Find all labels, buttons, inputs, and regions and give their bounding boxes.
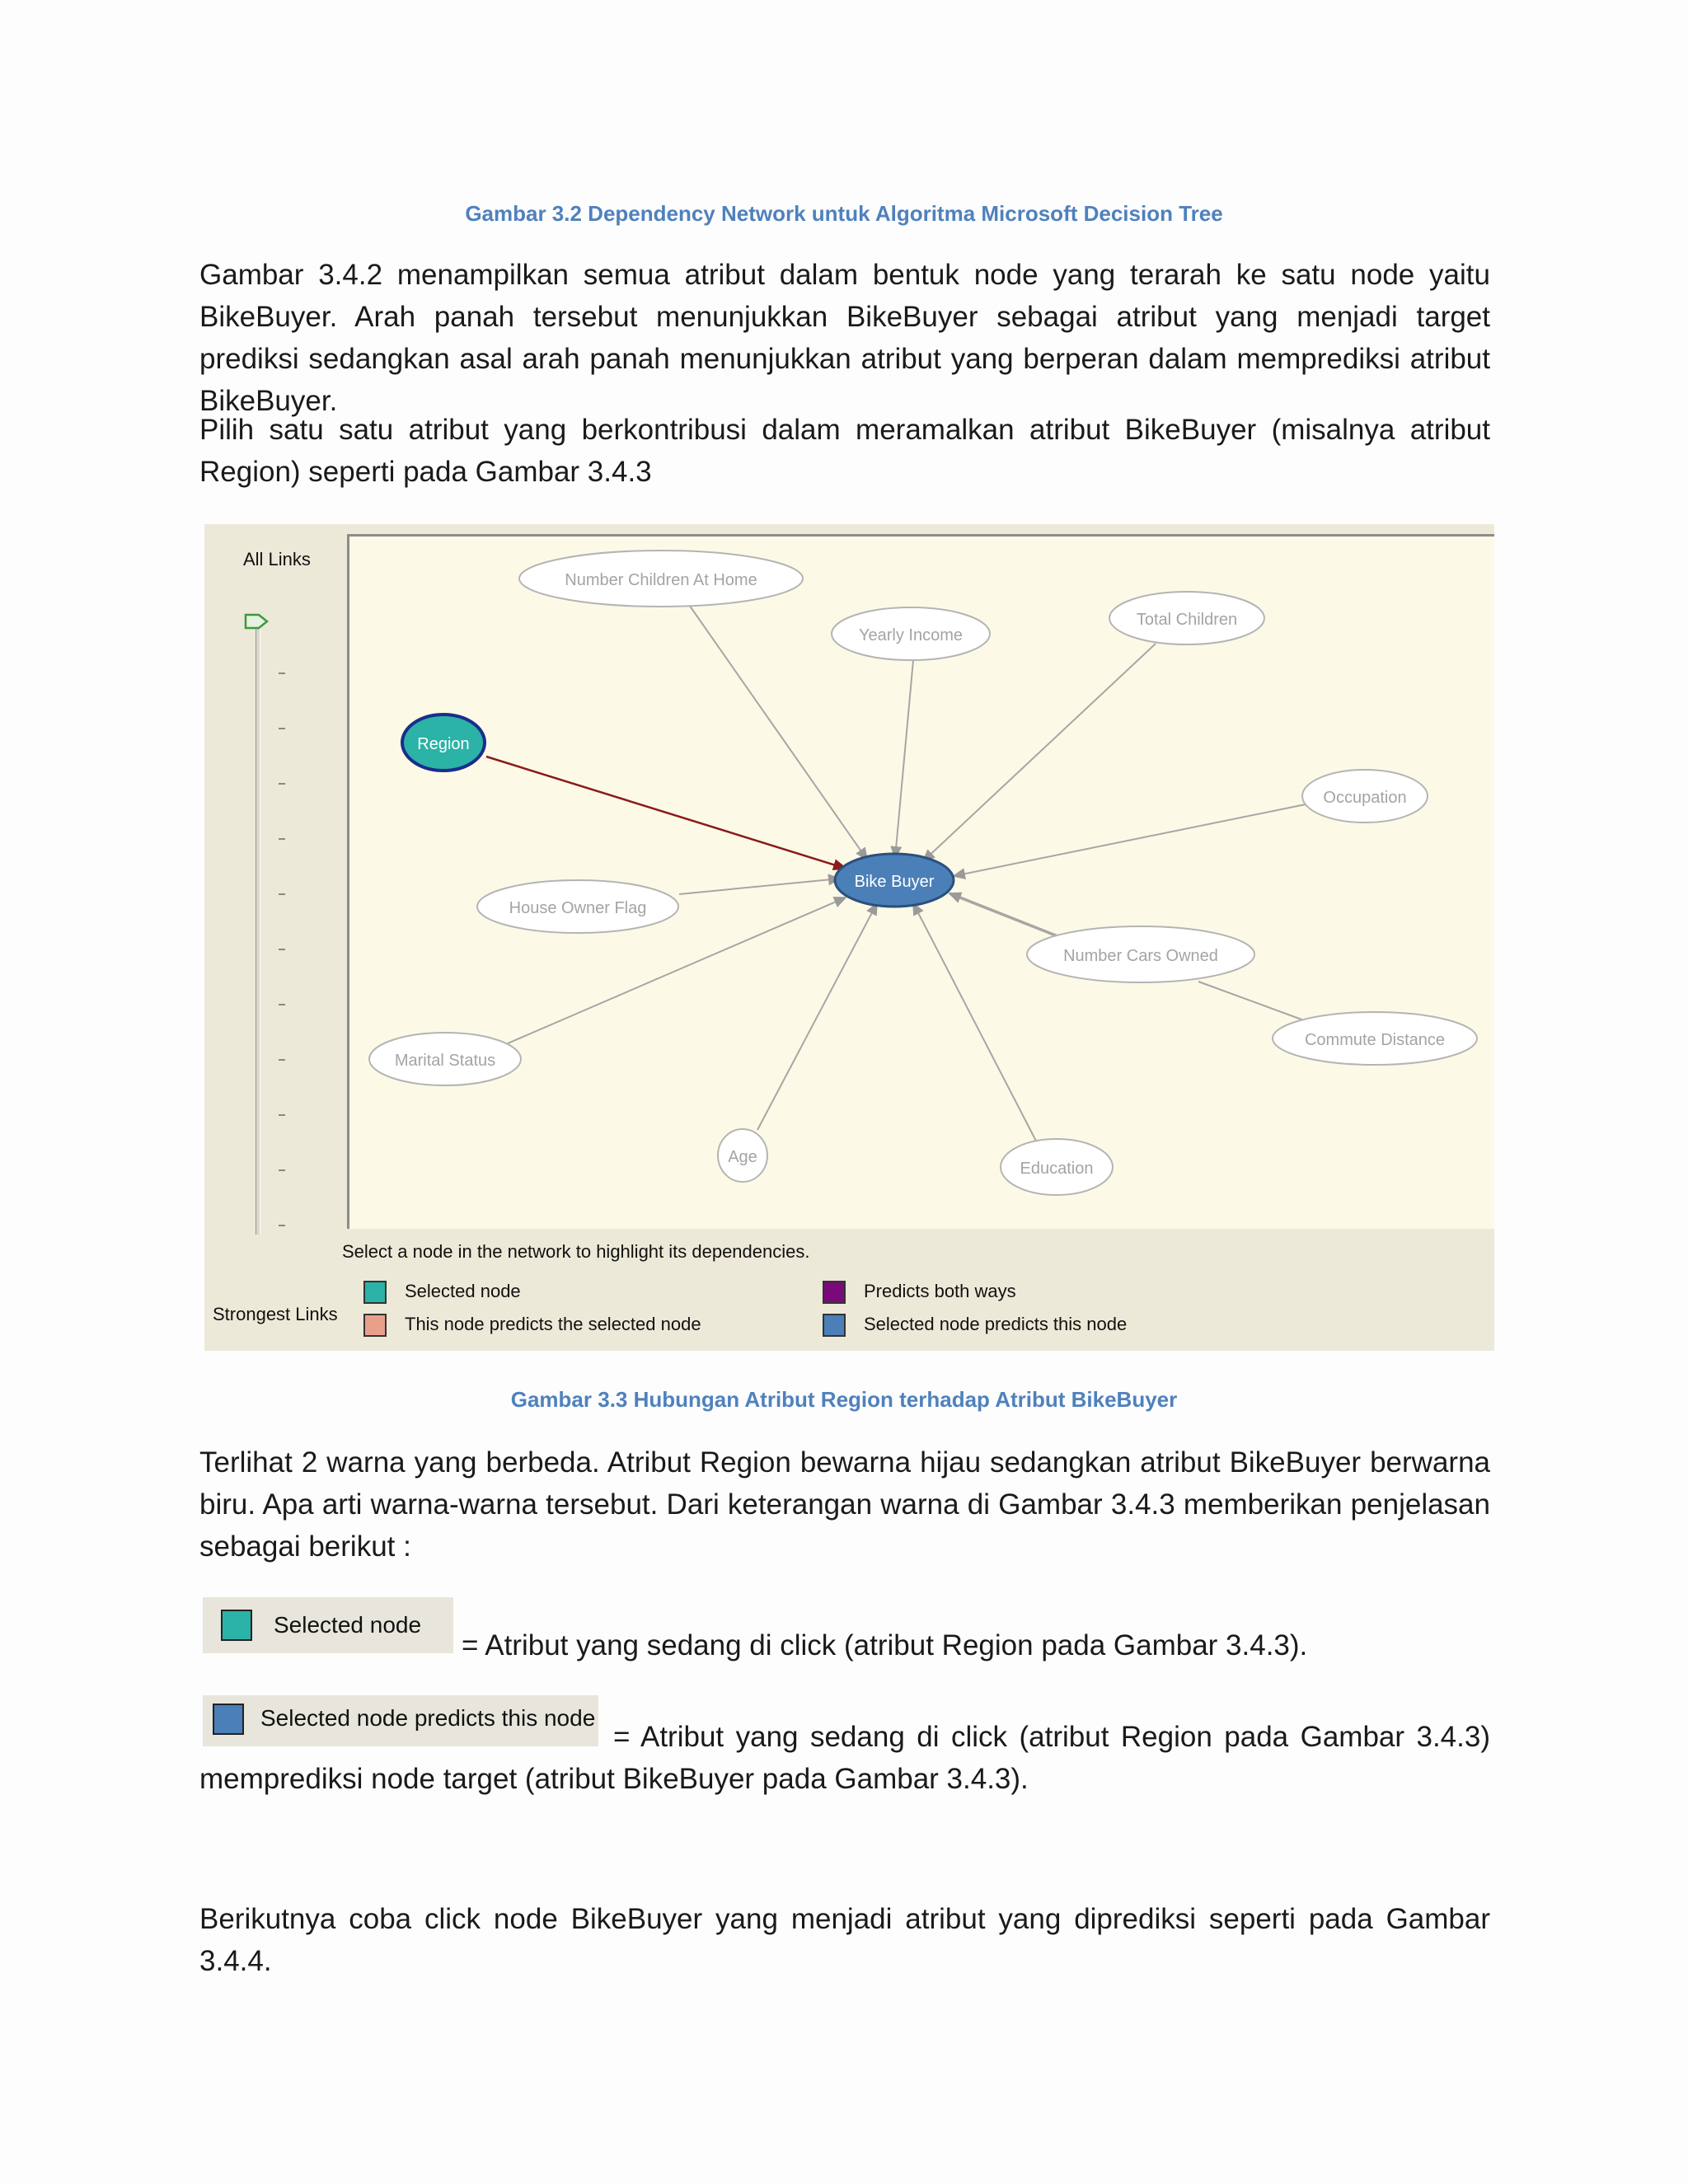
node-marital-status[interactable] xyxy=(369,1033,521,1085)
edge-commute-to-carsowned xyxy=(1198,982,1311,1023)
legend-swatch-predicts-selected xyxy=(363,1314,387,1337)
dependency-network-screenshot xyxy=(204,524,1494,1351)
selected-predicts-swatch-label: Selected node predicts this node xyxy=(260,1705,596,1731)
node-label: Total Children xyxy=(1136,611,1238,629)
slider-tick xyxy=(279,1059,285,1061)
slider-tick xyxy=(279,1114,285,1116)
edge-education-to-bikebuyer xyxy=(913,903,1040,1149)
slider-thumb[interactable] xyxy=(244,613,269,630)
legend-swatch-both-ways xyxy=(823,1281,846,1304)
legend-label-selected-predicts: Selected node predicts this node xyxy=(864,1314,1128,1334)
slider-tick xyxy=(279,1004,285,1005)
node-label: Occupation xyxy=(1323,789,1407,807)
slider-label-strongest-links: Strongest Links xyxy=(213,1304,338,1324)
selected-node-swatch-label: Selected node xyxy=(274,1612,422,1638)
selected-predicts-swatch-image xyxy=(203,1695,598,1746)
slider-tick xyxy=(279,1225,285,1226)
figure-caption-3-3: Gambar 3.3 Hubungan Atribut Region terhadap Atribut BikeBuyer xyxy=(510,1387,1178,1412)
edge-totalchildren-to-bikebuyer xyxy=(923,644,1156,861)
node-occupation[interactable] xyxy=(1302,770,1428,823)
edge-region-to-bikebuyer[interactable] xyxy=(486,757,846,869)
paragraph-intro: Gambar 3.4.2 menampilkan semua atribut dalam bentuk node yang terarah ke satu node yaitu BikeBuyer. Arah panah tersebut menunjukkan BikeBuyer sebagai atribut yang menjadi target prediksi sedangkan asal arah panah menunjukkan atribut yang berperan dalam memprediksi atribut BikeBuyer. xyxy=(199,259,1490,417)
legend-label-both-ways: Predicts both ways xyxy=(864,1281,1016,1301)
node-label: Age xyxy=(728,1148,757,1166)
slider-tick xyxy=(279,893,285,895)
node-house-owner-flag[interactable] xyxy=(477,880,678,933)
edge-carsowned-to-bikebuyer xyxy=(950,893,1068,940)
selected-predicts-explanation-line2: memprediksi node target (atribut BikeBuyer pada Gambar 3.4.3). xyxy=(199,1763,1029,1795)
legend-label-selected: Selected node xyxy=(405,1281,521,1301)
link-strength-slider[interactable] xyxy=(256,623,260,1235)
selected-node-swatch xyxy=(221,1610,252,1641)
legend-label-predicts-selected: This node predicts the selected node xyxy=(405,1314,701,1334)
slider-tick xyxy=(279,949,285,950)
paragraph-select-attribute: Pilih satu satu atribut yang berkontribusi dalam meramalkan atribut BikeBuyer (misalnya atribut Region) seperti pada Gambar 3.4.3 xyxy=(199,414,1490,488)
edge-income-to-bikebuyer xyxy=(895,660,913,858)
node-label: Yearly Income xyxy=(859,626,963,644)
node-total-children[interactable] xyxy=(1109,592,1264,644)
edge-age-to-bikebuyer xyxy=(757,903,877,1130)
paragraph-color-meaning: Terlihat 2 warna yang berbeda. Atribut Region bewarna hijau sedangkan atribut BikeBuyer berwarna biru. Apa arti warna-warna tersebut. Dari keterangan warna di Gambar 3.4.3 memberikan penjelasan sebagai berikut : xyxy=(199,1446,1490,1563)
node-number-children-at-home[interactable] xyxy=(519,551,803,607)
selected-predicts-explanation-line1: = Atribut yang sedang di click (atribut Region pada Gambar 3.4.3) xyxy=(613,1721,1490,1753)
slider-tick xyxy=(279,728,285,729)
node-commute-distance[interactable] xyxy=(1273,1012,1477,1065)
node-age[interactable] xyxy=(718,1129,767,1182)
slider-label-all-links: All Links xyxy=(243,549,311,569)
edge-houseowner-to-bikebuyer xyxy=(679,879,840,894)
figure-caption-3-2: Gambar 3.2 Dependency Network untuk Algoritma Microsoft Decision Tree xyxy=(465,201,1223,226)
node-label: Bike Buyer xyxy=(854,873,935,891)
node-label: Commute Distance xyxy=(1304,1031,1446,1049)
slider-tick xyxy=(279,838,285,840)
legend-swatch-selected xyxy=(363,1281,387,1304)
node-label: Number Cars Owned xyxy=(1063,947,1218,965)
node-region[interactable] xyxy=(402,715,485,771)
edge-occupation-to-bikebuyer xyxy=(954,804,1306,876)
network-canvas xyxy=(347,534,1494,1229)
legend-swatch-selected-predicts xyxy=(823,1314,846,1337)
network-hint: Select a node in the network to highlight its dependencies. xyxy=(342,1241,810,1262)
selected-node-explanation: = Atribut yang sedang di click (atribut Region pada Gambar 3.4.3). xyxy=(462,1629,1308,1661)
selected-predicts-swatch xyxy=(213,1704,244,1735)
paragraph-next-step: Berikutnya coba click node BikeBuyer yang menjadi atribut yang diprediksi seperti pada Gambar 3.4.4. xyxy=(199,1903,1490,1977)
slider-tick xyxy=(279,783,285,785)
node-label: Education xyxy=(1020,1160,1094,1178)
node-education[interactable] xyxy=(1001,1139,1113,1195)
selected-node-swatch-image xyxy=(203,1597,453,1653)
node-number-cars-owned[interactable] xyxy=(1027,926,1254,982)
node-label: Marital Status xyxy=(394,1052,496,1070)
node-yearly-income[interactable] xyxy=(832,607,990,660)
node-bike-buyer[interactable] xyxy=(835,854,954,907)
node-label: Number Children At Home xyxy=(565,571,757,589)
slider-tick xyxy=(279,673,285,674)
node-label: Region xyxy=(417,735,470,753)
node-label: House Owner Flag xyxy=(509,899,647,917)
slider-tick xyxy=(279,1169,285,1171)
